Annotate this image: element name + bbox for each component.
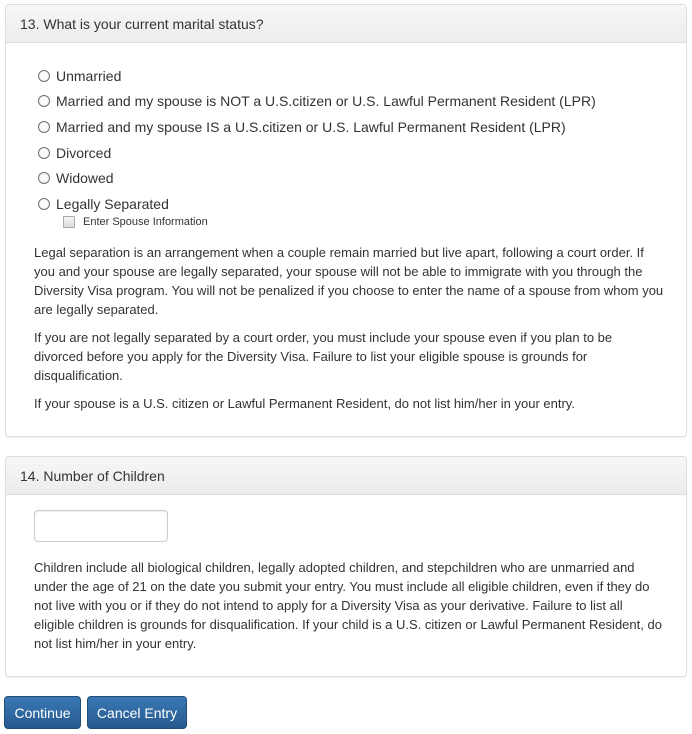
children-heading: 14. Number of Children [6, 457, 686, 495]
enter-spouse-info-checkbox[interactable] [63, 216, 75, 228]
radio-label[interactable]: Married and my spouse IS a U.S.citizen or U.S. Lawful Permanent Resident (LPR) [56, 118, 566, 135]
children-info-text: Children include all biological children, legally adopted children, and stepchildren who are unmarried and under the age of 21 on the date you submit your entry. You must include all eligible children, even if they do not live with you or if they do not intend to apply for a Diversity Visa as your derivative. Failure to list all eligible children is grounds for disqualification. If your child is a U.S. citizen or Lawful Permanent Resident, do not list him/her in your entry. [34, 560, 662, 651]
radio-label[interactable]: Married and my spouse is NOT a U.S.citizen or U.S. Lawful Permanent Resident (LPR) [56, 93, 596, 110]
legal-separation-text: Legal separation is an arrangement when a couple remain married but live apart, following a court order. If you and your spouse are legally separated, your spouse will not be able to immigrate with you through the Diversity Visa program. You will not be penalized if you choose to enter the name of a spouse from whom you are legally separated. [34, 245, 664, 317]
court-order-text: If you are not legally separated by a court order, you must include your spouse even if you plan to be divorced before you apply for the Diversity Visa. Failure to list your eligible spouse is grounds for disqualification. [34, 330, 613, 383]
radio-option-legally-separated[interactable] [38, 191, 596, 217]
radio-label[interactable]: Unmarried [56, 67, 122, 84]
radio-button[interactable] [38, 172, 50, 184]
number-of-children-input[interactable] [34, 510, 168, 542]
radio-label[interactable]: Divorced [56, 144, 112, 161]
radio-button[interactable] [38, 198, 50, 210]
enter-spouse-info-option[interactable] [63, 216, 208, 228]
radio-option-unmarried[interactable] [38, 63, 596, 89]
radio-option-married-citizen[interactable] [38, 114, 596, 140]
continue-button[interactable]: Continue [4, 696, 81, 729]
radio-option-divorced[interactable] [38, 140, 596, 166]
spouse-citizen-text: If your spouse is a U.S. citizen or Lawful Permanent Resident, do not list him/her in your entry. [34, 396, 575, 411]
radio-option-married-not-citizen[interactable] [38, 89, 596, 115]
radio-label[interactable]: Legally Separated [56, 195, 169, 212]
radio-label[interactable]: Widowed [56, 170, 114, 187]
radio-button[interactable] [38, 95, 50, 107]
radio-option-widowed[interactable] [38, 165, 596, 191]
marital-status-options [38, 63, 596, 217]
radio-button[interactable] [38, 70, 50, 82]
marital-status-heading: 13. What is your current marital status? [6, 5, 686, 43]
enter-spouse-info-label[interactable]: Enter Spouse Information [83, 216, 208, 228]
radio-button[interactable] [38, 121, 50, 133]
radio-button[interactable] [38, 147, 50, 159]
children-panel [5, 456, 687, 677]
marital-status-panel [5, 4, 687, 437]
cancel-entry-button[interactable]: Cancel Entry [87, 696, 187, 729]
